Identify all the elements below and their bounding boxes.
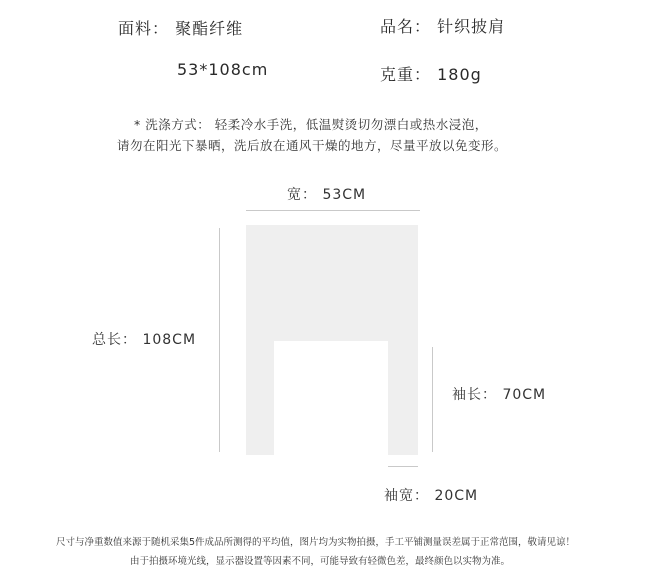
width-line [246, 210, 420, 211]
weight-spec: 克重： 180g [380, 65, 482, 84]
footnote-line-1: 尺寸与净重数值来源于随机采集5件成品所测得的平均值，图片均为实物拍摄，手工平铺测量误差属于正常范围，敬请见谅！ [56, 537, 576, 548]
total-length-label: 总长： 108CM [92, 332, 197, 348]
sleeve-width-line [388, 466, 418, 467]
size-spec: 53*108cm [177, 60, 269, 79]
material-spec: 面料： 聚酯纤维 [118, 19, 244, 38]
care-instructions-line-1: * 洗涤方式： 轻柔冷水手洗，低温熨烫切勿漂白或热水浸泡， [134, 117, 488, 132]
width-label: 宽： 53CM [287, 187, 367, 203]
sleeve-length-label: 袖长： 70CM [452, 387, 547, 403]
care-instructions-line-2: 请勿在阳光下暴晒，洗后放在通风干燥的地方，尽量平放以免变形。 [117, 138, 508, 153]
footnote-line-2: 由于拍摄环境光线，显示器设置等因素不同，可能导致有轻微色差，最终颜色以实物为准。 [130, 556, 511, 567]
sleeve-width-label: 袖宽： 20CM [384, 488, 479, 504]
shawl-back-opening [274, 341, 388, 455]
sleeve-length-line [432, 347, 433, 452]
product-name-spec: 品名： 针织披肩 [380, 17, 506, 36]
length-line [219, 228, 220, 452]
